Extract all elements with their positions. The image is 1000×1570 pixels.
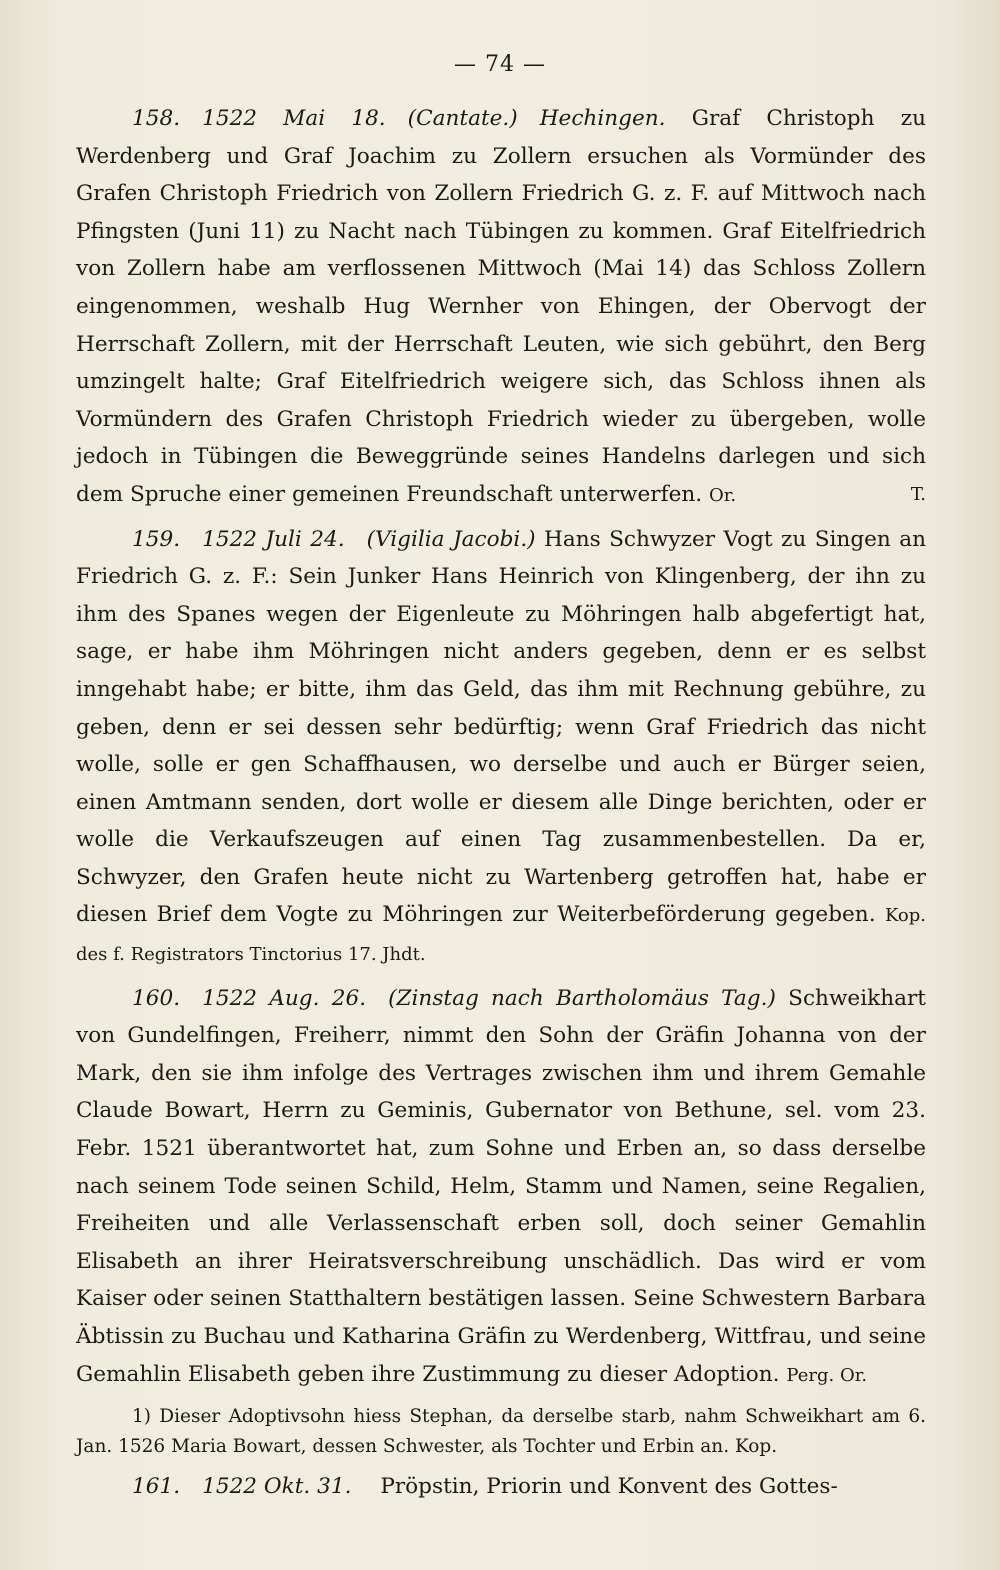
entry-source: Perg. Or. [786,1364,868,1386]
entry-source: Kop. des f. Registrators Tinctorius 17. Jhdt. [76,905,926,966]
entry-date: 1522 Aug. 26. [202,985,367,1011]
entry-place: Hechingen. [539,106,666,131]
footnote: 1) Dieser Adoptivsohn hiess Stephan, da derselbe starb, nahm Schweikhart am 6. Jan. 1526 Maria Bowart, dessen Schwester, als Tochter und Erbin an. Kop. [76,1406,926,1458]
entry-number: 161. [132,1474,181,1500]
entry-158 [76,100,926,515]
entry-feast: (Zinstag nach Bartholomäus Tag.) [388,985,776,1011]
entry-159 [76,521,926,974]
entry-text: Graf Christoph zu Werdenberg und Graf Joachim zu Zollern ersuchen als Vormünder des Grafen Christoph Friedrich von Zollern Friedrich G. z. F. auf Mittwoch nach Pfingsten (Juni 11) zu Nacht nach Tübingen zu kommen. Graf Eitelfriedrich von Zollern habe am verflossenen Mittwoch (Mai 14) das Schloss Zollern eingenommen, weshalb Hug Wernher von Ehingen, der Obervogt der Herrschaft Zollern, mit der Herrschaft Leuten, wie sich gebührt, den Berg umzingelt halte; Graf Eitelfriedrich weigere sich, das Schloss ihnen als Vormündern des Grafen Christoph Friedrich wieder zu übergeben, wolle jedoch in Tübingen die Beweggründe seines Handelns darlegen und sich dem Spruche einer gemeinen Freundschaft unterwerfen. [76,106,926,507]
entry-feast: (Cantate.) [407,106,518,131]
page-number: — 74 — [454,52,546,77]
entry-source: Or. [709,484,737,506]
entry-number: 159. [132,526,181,552]
entry-text: Pröpstin, Priorin und Konvent des Gottes- [380,1474,838,1500]
entry-date: 1522 Juli 24. [202,526,345,552]
entry-date: 1522 Okt. 31. [202,1474,352,1500]
entry-160 [76,980,926,1395]
entry-date: 1522 Mai 18. [202,106,386,131]
entry-source-right: T. [910,483,926,505]
entry-number: 158. [132,106,181,131]
entry-text: Schweikhart von Gundelfingen, Freiherr, nimmt den Sohn der Gräfin Johanna von der Mark, den sie ihm infolge des Vertrages zwischen ihm und ihrem Gemahle Claude Bowart, Herrn zu Geminis, Gubernator von Bethune, sel. vom 23. Febr. 1521 überantwortet hat, zum Sohne und Erben an, so dass derselbe nach seinem Tode seinen Schild, Helm, Stamm und Namen, seine Regalien, Freiheiten und alle Verlassenschaft erben soll, doch seiner Gemahlin Elisabeth an ihrer Heiratsverschreibung unschädlich. Das wird er vom Kaiser oder seinen Statthaltern bestätigen lassen. Seine Schwestern Barbara Äbtissin zu Buchau und Katharina Gräfin zu Werdenberg, Wittfrau, und seine Gemahlin Elisabeth geben ihre Zustimmung zu dieser Adoption. [76,985,926,1387]
entry-number: 160. [132,985,181,1011]
entry-text: Hans Schwyzer Vogt zu Singen an Friedrich G. z. F.: Sein Junker Hans Heinrich von Klingenberg, der ihn zu ihm des Spanes wegen der Eigenleute zu Möhringen halb abgefertigt hat, sage, er habe ihm Möhringen nicht anders gegeben, denn er es selbst inngehabt habe; er bitte, ihm das Geld, das ihm mit Rechnung gebühre, zu geben, denn er sei dessen sehr bedürftig; wenn Graf Friedrich das nicht wolle, solle er gen Schaffhausen, wo derselbe und auch er Bürger seien, einen Amtmann senden, dort wolle er diesem alle Dinge berichten, oder er wolle die Verkaufszeugen auf einen Tag zusammenbestellen. Da er, Schwyzer, den Grafen heute nicht zu Wartenberg getroffen hat, habe er diesen Brief dem Vogte zu Möhringen zur Weiterbeförderung gegeben. [76,526,927,928]
entry-161 [76,1468,926,1506]
entry-feast: (Vigilia Jacobi.) [366,526,536,552]
page-body [76,100,926,1506]
